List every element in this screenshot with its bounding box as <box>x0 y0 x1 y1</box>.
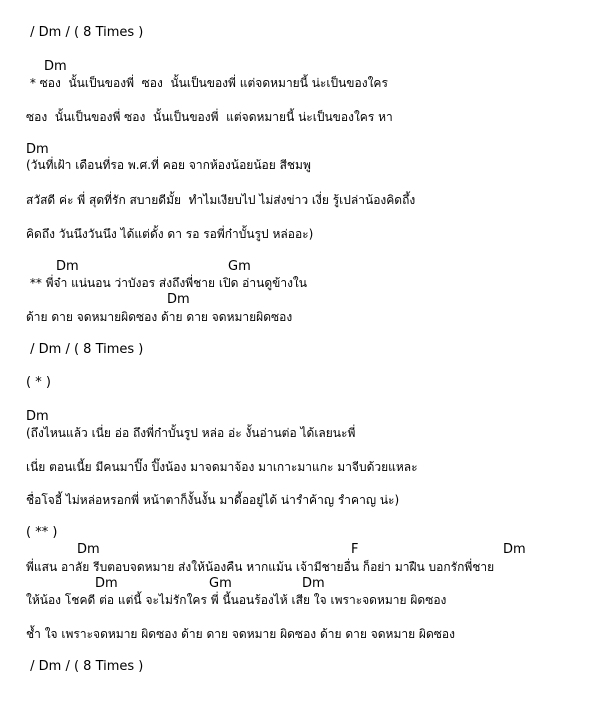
chord-label: Dm <box>44 59 67 74</box>
outro-line: / Dm / ( 8 Times ) <box>26 659 144 674</box>
lyric-line: ให้น้อง โชคดี ต่อ แต่นี้ จะไม่รักใคร พี่ นี้นอนร้องไห้ เสีย ใจ เพราะจดหมาย ผิดซอง <box>26 593 447 607</box>
intro-line: / Dm / ( 8 Times ) <box>26 25 144 40</box>
lyric-line: ** พี่จ๋า แน่นอน ว่าบังอร ส่งถึงพี่ชาย เปิด อ่านดูข้างใน <box>26 276 307 290</box>
lyric-line: ช้ำ ใจ เพราะจดหมาย ผิดซอง ด้าย ดาย จดหมาย ผิดซอง ด้าย ดาย จดหมาย ผิดซอง <box>26 627 455 641</box>
chord-label: Dm <box>95 576 118 591</box>
lyric-line: (ถึงไหนแล้ว เนี่ย อ่อ ถึงพี่ก๋าบั้นรูป หล่อ อ่ะ งั้นอ่านต่อ ได้เลยนะพี่ <box>26 426 356 440</box>
repeat-marker: ( * ) <box>26 375 51 390</box>
chord-label: F <box>351 542 359 557</box>
chord-label: Dm <box>302 576 325 591</box>
chord-label: Dm <box>56 259 79 274</box>
lyric-line: เนี่ย ตอนเนี้ย มีคนมาปิ๊ง ปิ๊งน้อง มาจดมาจ้อง มาเกาะมาแกะ มาจีบด้วยแหละ <box>26 460 418 474</box>
lyric-line: * ซอง นั้นเป็นของพี่ ซอง นั้นเป็นของพี่ แต่จดหมายนี้ น่ะเป็นของใคร <box>26 76 388 90</box>
interlude-line: / Dm / ( 8 Times ) <box>26 342 144 357</box>
lyric-line: ด้าย ดาย จดหมายผิดซอง ด้าย ดาย จดหมายผิดซอง <box>26 310 293 324</box>
chord-label: Dm <box>26 142 49 157</box>
repeat-marker: ( ** ) <box>26 525 58 540</box>
lyric-line: ชื่อโจอี้ ไม่หล่อหรอกพี่ หน้าตาก็งั้นงั้น มาดี้ออยู่ได้ น่ารำค้าญ รำคาญ น่ะ) <box>26 493 400 507</box>
lyric-line: พี่แสน อาลัย รีบตอบจดหมาย ส่งให้น้องคืน หากแม้น เจ้ามีชายอื่น ก็อย่า มาฝืน บอกรักพี่ชาย <box>26 560 495 574</box>
lyric-line: ซอง นั้นเป็นของพี่ ซอง นั้นเป็นของพี่ แต่จดหมายนี้ น่ะเป็นของใคร หา <box>26 110 393 124</box>
lyric-line: คิดถึง วันนึงวันนึง ได้แต่ดั้ง ดา รอ รอพี่ก๋าบั้นรูป หล่ออะ) <box>26 227 314 241</box>
chord-label: Gm <box>228 259 251 274</box>
chord-label: Gm <box>209 576 232 591</box>
chord-label: Dm <box>503 542 526 557</box>
lyric-line: (วันที่เฝ้า เดือนที่รอ พ.ศ.ที่ คอย จากห้องน้อยน้อย สีชมพู <box>26 158 311 172</box>
lyric-line: สวัสดี ค่ะ พี่ สุดที่รัก สบายดีมั้ย ทำไมเงียบไป ไม่ส่งข่าว เงี่ย รู้เปล่าน้องคิดถึ้ง <box>26 193 416 207</box>
chord-label: Dm <box>26 409 49 424</box>
chord-label: Dm <box>167 292 190 307</box>
chord-label: Dm <box>77 542 100 557</box>
